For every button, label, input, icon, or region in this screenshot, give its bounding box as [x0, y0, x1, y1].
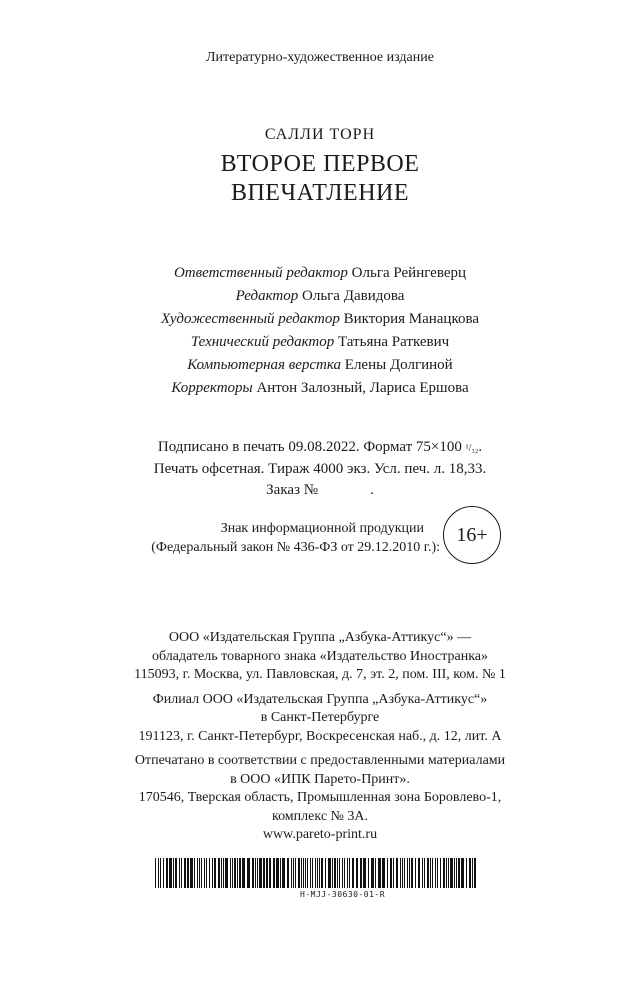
barcode-bar [446, 858, 447, 888]
publisher-info [0, 629, 640, 851]
barcode-bar [407, 858, 408, 888]
barcode-bar [269, 858, 271, 888]
print-line: Подписано в печать 09.08.2022. Формат 75×100 ¹/₃₂. [157, 439, 483, 455]
branch-block [0, 691, 640, 747]
barcode-bar [204, 858, 205, 888]
publisher-line: обладатель товарного знака «Издательство Иностранка» [151, 648, 489, 664]
credit-name: Виктория Манацкова [343, 311, 480, 327]
barcode-bar [305, 858, 306, 888]
barcode-bar [430, 858, 431, 888]
barcode-bar [356, 858, 358, 888]
barcode-bar [230, 858, 231, 888]
credit-line [0, 262, 640, 285]
barcode-bar [328, 858, 331, 888]
barcode-bar [450, 858, 453, 888]
credit-name: Елены Долгиной [344, 357, 453, 373]
order-end: . [370, 482, 374, 498]
barcode-bar [175, 858, 177, 888]
printer-website: www.pareto-print.ru [262, 827, 378, 842]
barcode-bar [160, 858, 161, 888]
barcode-bar [317, 858, 318, 888]
barcode-bar [169, 858, 172, 888]
barcode-bar [257, 858, 258, 888]
barcode-bar [418, 858, 420, 888]
barcode-bar [173, 858, 174, 888]
barcode-text: Н-МЈЈ-30630-01-R [300, 890, 386, 899]
barcode-bar [321, 858, 323, 888]
genre-label: Литературно-художественное издание [206, 50, 434, 65]
barcode-bar [382, 858, 385, 888]
barcode-bar [242, 858, 245, 888]
credit-name: Татьяна Раткевич [338, 334, 450, 350]
book-title [0, 150, 640, 208]
barcode-bar [209, 858, 210, 888]
barcode-bar [427, 858, 429, 888]
barcode-bar [291, 858, 292, 888]
barcode-bar [293, 858, 294, 888]
barcode-bar [155, 858, 156, 888]
print-line [0, 480, 640, 501]
print-signed: Подписано в печать 09.08.2022. Формат 75×100 [157, 439, 462, 455]
barcode-bar [390, 858, 392, 888]
barcode-bar [266, 858, 268, 888]
barcode-bar [307, 858, 308, 888]
credit-role: Ответственный редактор [173, 265, 348, 281]
barcode-bar [456, 858, 457, 888]
barcode-bar [303, 858, 304, 888]
title-line: ВТОРОЕ ПЕРВОЕ [220, 151, 420, 177]
barcode-bar [301, 858, 302, 888]
barcode-bar [221, 858, 222, 888]
info-product-line: Знак информационной продукции [220, 521, 424, 536]
credit-line [0, 308, 640, 331]
barcode-bar [199, 858, 200, 888]
barcode-bar [179, 858, 180, 888]
barcode-bar [393, 858, 394, 888]
barcode-bar [237, 858, 238, 888]
branch-line: 191123, г. Санкт-Петербург, Воскресенская наб., д. 12, лит. А [138, 728, 502, 744]
barcode-bar [197, 858, 198, 888]
barcode-bar [378, 858, 381, 888]
info-product-line: (Федеральный закон № 436-ФЗ от 29.12.2010 г.): [151, 540, 440, 555]
printer-block [0, 752, 640, 845]
barcode-bar [276, 858, 279, 888]
credit-role: Технический редактор [190, 334, 335, 350]
barcode-bar [458, 858, 460, 888]
barcode-bar [415, 858, 416, 888]
barcode-icon [155, 858, 480, 888]
barcode-bar [363, 858, 366, 888]
barcode-bar [295, 858, 296, 888]
barcode-bar [206, 858, 207, 888]
author-name: САЛЛИ ТОРН [264, 126, 376, 143]
barcode-bar [400, 858, 401, 888]
barcode-bar [287, 858, 289, 888]
barcode-bar [337, 858, 338, 888]
barcode-bar [448, 858, 449, 888]
barcode-bar [360, 858, 362, 888]
info-product-label [0, 519, 440, 557]
order-label: Заказ № [266, 482, 319, 498]
barcode-bar [158, 858, 159, 888]
barcode-bar [212, 858, 213, 888]
credit-line [0, 377, 640, 400]
credit-line [0, 354, 640, 377]
barcode-bar [454, 858, 455, 888]
printer-line: в ООО «ИПК Парето-Принт». [230, 771, 410, 787]
barcode-bar [368, 858, 369, 888]
barcode-bar [223, 858, 224, 888]
print-line: Печать офсетная. Тираж 4000 экз. Усл. печ. л. 18,33. [153, 461, 487, 477]
credit-name: Ольга Рейнгеверц [351, 265, 467, 281]
barcode-bar [352, 858, 354, 888]
barcode-bar [201, 858, 202, 888]
credit-role: Компьютерная верстка [187, 357, 342, 373]
barcode-bar [409, 858, 410, 888]
barcode-bar [280, 858, 281, 888]
barcode-bar [190, 858, 193, 888]
credit-name: Антон Залозный, Лариса Ершова [256, 380, 469, 396]
publisher-block [0, 629, 640, 685]
printer-line: 170546, Тверская область, Промышленная зона Боровлево-1, [138, 790, 502, 805]
age-rating-badge: 16+ [443, 506, 501, 564]
barcode-bar [239, 858, 241, 888]
barcode-bar [424, 858, 425, 888]
branch-line: Филиал ООО «Издательская Группа „Азбука-Аттикус“» [152, 691, 488, 707]
publisher-line: 115093, г. Москва, ул. Павловская, д. 7, эт. 2, пом. III, ком. № 1 [134, 667, 506, 682]
barcode-bar [334, 858, 336, 888]
barcode-bar [252, 858, 254, 888]
barcode-bar [349, 858, 350, 888]
printer-line: комплекс № 3А. [271, 808, 368, 824]
barcode-bar [214, 858, 216, 888]
barcode-bar [437, 858, 438, 888]
barcode-bar [440, 858, 441, 888]
barcode-bar [273, 858, 275, 888]
barcode-bar [166, 858, 168, 888]
credit-role: Редактор [235, 288, 299, 304]
barcode-bar [371, 858, 374, 888]
barcode-bar [163, 858, 164, 888]
barcode-bar [315, 858, 316, 888]
branch-line: в Санкт-Петербурге [260, 710, 380, 725]
barcode-bar [347, 858, 348, 888]
barcode-bar [184, 858, 186, 888]
barcode-bar [402, 858, 403, 888]
barcode-bar [339, 858, 340, 888]
barcode-bar [332, 858, 333, 888]
format-fraction: ¹/₃₂ [465, 443, 479, 454]
barcode-bar [344, 858, 345, 888]
printer-line: Отпечатано в соответствии с предоставленными материалами [134, 753, 506, 768]
barcode-bar [375, 858, 376, 888]
credit-line [0, 285, 640, 308]
barcode-bar [218, 858, 220, 888]
barcode-bar [404, 858, 405, 888]
barcode-bar [342, 858, 343, 888]
barcode-bar [461, 858, 464, 888]
barcode-bar [435, 858, 436, 888]
barcode-bar [472, 858, 473, 888]
credit-role: Корректоры [171, 380, 253, 396]
barcode-bar [411, 858, 413, 888]
barcode-bar [422, 858, 423, 888]
barcode-bar [225, 858, 228, 888]
barcode-bar [187, 858, 189, 888]
publisher-line: ООО «Издательская Группа „Азбука-Аттикус“» — [168, 630, 472, 645]
barcode-bar [310, 858, 311, 888]
barcode-bar [469, 858, 471, 888]
barcode-bar [312, 858, 313, 888]
credit-line [0, 331, 640, 354]
barcode-bar [181, 858, 182, 888]
credits-block [0, 262, 640, 400]
barcode-bar [255, 858, 256, 888]
barcode-bar [263, 858, 265, 888]
title-line: ВПЕЧАТЛЕНИЕ [230, 180, 410, 206]
barcode-bar [298, 858, 300, 888]
barcode-bar [194, 858, 195, 888]
barcode-bar [443, 858, 445, 888]
barcode-bar [234, 858, 236, 888]
barcode-bar [282, 858, 285, 888]
barcode-bar [432, 858, 433, 888]
print-info [0, 437, 640, 501]
barcode-bar [387, 858, 388, 888]
barcode-bar [396, 858, 398, 888]
credit-role: Художественный редактор [160, 311, 340, 327]
credit-name: Ольга Давидова [302, 288, 405, 304]
barcode-bar [325, 858, 326, 888]
barcode-bar [466, 858, 467, 888]
barcode-bar [259, 858, 262, 888]
barcode-bar [474, 858, 476, 888]
barcode-bar [232, 858, 233, 888]
barcode-bar [247, 858, 250, 888]
barcode-bar [319, 858, 320, 888]
